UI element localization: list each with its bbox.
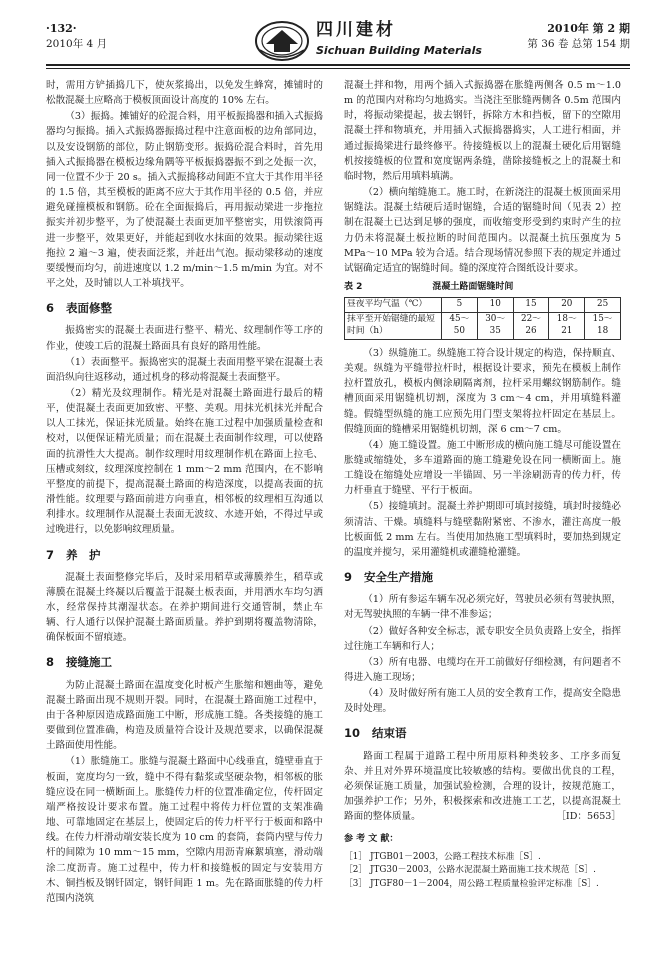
table-title: 混凝土路面锯缝时间 — [432, 282, 514, 293]
section-number: 10 — [344, 726, 361, 741]
paragraph: （2）精光及纹理制作。精光是对混凝土路面进行最后的精平，使混凝土表面更加致密、平整、美观。用抹光机抹光并配合以人工抹光，保证抹光质量。始终在施工过程中加强质量检查和校对，以便保证精光质量；而在混凝土表面制作纹理，可以使路面的抗滑性大大提高。制作纹理时用纹理制作机在路面上拉毛、压槽或刻纹，纹理深度控制在 1 mm～2 mm 范围内，在不影响平整度的前提下，提高混凝土路面的构造深度，以提高表面的抗滑性能。纹理要与路面前进方向垂直，相邻板的纹理相互沟通以利排水。纹理制作从混凝土表面无波纹、水迹开始，不得过早或过晚进行，以免影响纹理质量。 — [46, 387, 323, 536]
header-left — [46, 22, 107, 51]
table-row — [345, 313, 621, 340]
table-row — [345, 298, 621, 313]
section-number: 7 — [46, 547, 55, 562]
table-cell: 20 — [549, 298, 585, 313]
section-title: 养 护 — [66, 547, 101, 562]
journal-name-en: Sichuan Building Materials — [316, 44, 482, 57]
reference-item: ［1］ JTGB01－2003，公路工程技术标准［S］. — [344, 851, 541, 862]
paragraph: （1）表面整平。振捣密实的混凝土表面用整平梁在混凝土表面沿纵向往返移动，通过机身的移动将混凝土表面整平。 — [46, 356, 323, 383]
section-number: 9 — [344, 570, 353, 585]
right-column — [344, 78, 621, 892]
paragraph: （3）所有电器、电缆均在开工前做好仔细检测，有问题者不得进入施工现场； — [344, 656, 621, 683]
paragraph-conclusion — [344, 749, 621, 825]
page-number: ·132· — [46, 22, 77, 35]
references-title: 参 考 文 献： — [344, 834, 399, 845]
header-rule — [46, 64, 630, 66]
paragraph: （2）做好各种安全标志，派专职安全员负责路上安全，指挥过往施工车辆和行人； — [344, 625, 621, 652]
journal-name-cn: 四川建材 — [316, 20, 396, 40]
table-cell: 10 — [477, 298, 513, 313]
table-cell: 18～21 — [549, 313, 585, 340]
section-title: 接缝施工 — [66, 655, 113, 670]
table-cell: 30～35 — [477, 313, 513, 340]
section-number: 8 — [46, 655, 55, 670]
table-cell: 45～50 — [442, 313, 478, 340]
paragraph: （5）接缝填封。混凝土养护期即可填封接缝，填封时接缝必须清洁、干燥。填缝料与缝壁黏附紧密、不渗水，灌注高度一般比板面低 2 mm 左右。当使用加热施工型填料时，要加热到规定的温度并搅匀，采用灌缝机或灌缝枪灌缝。 — [344, 501, 621, 558]
sawing-time-table — [344, 297, 621, 340]
paragraph: （4）及时做好所有施工人员的安全教育工作，提高安全隐患及时处理。 — [344, 688, 621, 715]
section-heading-6 — [46, 299, 323, 317]
article-id: ［ID：5653］ — [556, 811, 621, 823]
table-cell: 5 — [442, 298, 478, 313]
paragraph: （1）胀缝施工。胀缝与混凝土路面中心线垂直，缝壁垂直于板面，宽度均匀一致，缝中不得有黏浆或坚硬杂物，相邻板的胀缝应设在同一横断面上。胀缝传力杆的位置准确定位，传杆固定端严格按设计要求布置。施工过程中将传力杆位置的支架准确地、可靠地固定在基层上，使固定后的传力杆平行于板面和路中线。在传力杆滑动端安装长度为 10 cm 的套筒，套筒内壁与传力杆的间隙为 10 mm～15 mm，空隙内用沥青麻絮填塞，滑动端涂二度沥青。施工过程中，传力杆和接缝板的固定与安装用方木、铜挡板及钢钎固定，钢钎间距 1 m。先在路面胀缝的传力杆范围内浇筑 — [46, 756, 323, 904]
table-cell: 22～26 — [513, 313, 549, 340]
page-header — [46, 14, 630, 76]
paragraph: 为防止混凝土路面在温度变化时板产生胀缩和翘曲等，避免混凝土路面出现不规则开裂。同时，在混凝土路面施工过程中，由于各种原因造成路面施工中断，形成施工缝。各类接缝的施工要做到位置准确，构造及质量符合设计及规范要求，以确保混凝土路面使用性能。 — [46, 679, 323, 752]
table-header-cell: 抹平至开始锯缝的最短时间（h） — [345, 313, 442, 340]
section-number: 6 — [46, 301, 55, 316]
section-heading-8 — [46, 653, 323, 671]
paragraph-continued: 时，需用方铲插捣几下，使灰浆捣出，以免发生蜂窝，摊铺时的松散混凝土应略高于模板顶面设计高度的 10% 左右。 — [46, 80, 323, 107]
paragraph: 振捣密实的混凝土表面进行整平、精光、纹理制作等工序的作业，使竣工后的混凝土路面具有良好的路用性能。 — [46, 325, 323, 352]
header-rule-thin — [46, 68, 630, 69]
section-title: 安全生产措施 — [364, 570, 434, 585]
year-issue: 2010年 第 2 期 — [547, 22, 630, 35]
section-heading-7 — [46, 546, 323, 564]
paragraph-vibration: （3）振捣。摊铺好的砼混合料，用平板振捣器和插入式振捣器均匀振捣。插入式振捣器振捣过程中注意面板的边角部同边，以及安设钢筋的部位，防止钢筋变形。振捣砼混合料时，首先用插入式振捣器在模板边缘角隅等平板振捣器振不到之处振一次，同一位置不少于 20 s。插入式振捣移动间距不宜大于其作用半径的 1.5 倍，其至模板的距离不应大于其作用半径的 0.5 倍，并应避免碰撞模板和钢筋。砼在全面振捣后，再用振动梁进一步拖拉振实并初步整平，为了使混凝土表面更加平整密实，用铁滚筒再进一步整平，效果更好，并能起到收水抹面的效果。振动梁往返拖拉 2 遍～3 遍，使表面泛浆，并赶出气泡。振动梁移动的速度要缓慢而均匀，前进速度以 1.2 m/min～1.5 m/min 为宜。对不平之处，及时铺以人工补填找平。 — [46, 111, 323, 290]
table-cell: 25 — [585, 298, 621, 313]
paragraph: （2）横向缩缝施工。施工时，在新浇注的混凝土板顶面采用锯缝法。混凝土结硬后适时锯缝，合适的锯缝时间（见表 2）控制在混凝土已达到足够的强度，而收缩变形受到约束时产生的拉力仍未将混凝土板拉断的时间范围内。以混凝土抗压强度为 5 MPa～10 MPa 较为合适。结合现场情况参照下表的规定并通过试锯确定适宜的锯缝时间。缝的深度符合图纸设计要求。 — [344, 187, 621, 274]
section-title: 表面修整 — [66, 301, 113, 316]
reference-item: ［3］ JTGF80－1－2004，周公路工程质量检验评定标准［S］. — [344, 878, 599, 889]
paragraph: （1）所有参运车辆车况必须完好，驾驶员必须有驾驶执照，对无驾驶执照的车辆一律不准参运； — [344, 594, 621, 621]
conclusion-text: 路面工程属于道路工程中所用原料种类较多、工序多而复杂、并且对外界环境温度比较敏感的结构。要做出优良的工程，必须保证施工质量，加强试验检测，合理的设计，按规范施工，加强养护工作；另外，积极探索和改进施工工艺，以提高混凝土路面的整体质量。 — [344, 750, 621, 823]
paragraph: （4）施工缝设置。施工中断形成的横向施工缝尽可能设置在胀缝或缩缝处，多车道路面的施工缝避免设在同一横断面上。施工缝设在缩缝处应增设一半锚固、另一半涂刷沥青的传力杆，传力杆垂直于缝壁、平行于板面。 — [344, 439, 621, 497]
paragraph: （3）纵缝施工。纵缝施工符合设计规定的构造，保持顺直、美观。纵缝为平缝带拉杆时，根据设计要求，预先在模板上制作拉杆置放孔，模板内侧涂刷隔离剂，拉杆采用螺纹钢筋制作。缝槽顶面采用锯缝机切割，深度为 3 cm～4 cm，并用填缝料灌缝。假缝型纵缝的施工应预先用门型支架将拉杆固定在基层上。假缝顶面的缝槽采用锯缝机切割，深 6 cm～7 cm。 — [344, 347, 621, 435]
issue-date: 2010年 4 月 — [46, 37, 108, 50]
left-column — [46, 78, 323, 907]
journal-masthead — [254, 20, 482, 62]
table-number: 表 2 — [344, 282, 363, 293]
volume-info: 第 36 卷 总第 154 期 — [527, 37, 630, 50]
table-header-cell: 昼夜平均气温（℃） — [345, 298, 442, 313]
table-cell: 15 — [513, 298, 549, 313]
journal-logo-icon — [254, 20, 310, 62]
section-title: 结束语 — [372, 726, 407, 741]
header-right — [527, 22, 630, 51]
section-heading-10 — [344, 724, 621, 742]
paragraph: 混凝土表面整修完毕后，及时采用稻草或薄膜养生，稻草或薄膜在混凝土终凝以后覆盖于混凝土板表面，并用洒水车均匀洒水，经常保持其潮湿状态。在养护期间进行交通管制，禁止车辆、行人通行以保护混凝土路面质量。养护到期将覆盖物清除，确保板面不留痕迹。 — [46, 571, 323, 644]
paragraph-continued: 混凝土拌和物，用两个插入式振捣器在胀缝两侧各 0.5 m～1.0 m 的范围内对称均匀地捣实。当浇注至胀缝两侧各 0.5m 范围内时，将振动梁提起，拔去钢钎，拆除方木和挡板，留下的空隙用混凝土拌和物填充，并用插入式振捣器捣实，人工进行相面，并通过振捣梁进行最终修平。待接缝板以上的混凝土硬化后用锯缝机按接缝板的位置和宽度锯两条缝，凿除接缝板之上的混凝土和临时物，然后用填料填满。 — [344, 80, 621, 182]
section-heading-9 — [344, 568, 621, 586]
table-caption — [344, 280, 621, 294]
reference-item: ［2］ JTG30－2003，公路水泥混凝土路面施工技术规范［S］. — [344, 865, 596, 876]
table-cell: 15～18 — [585, 313, 621, 340]
